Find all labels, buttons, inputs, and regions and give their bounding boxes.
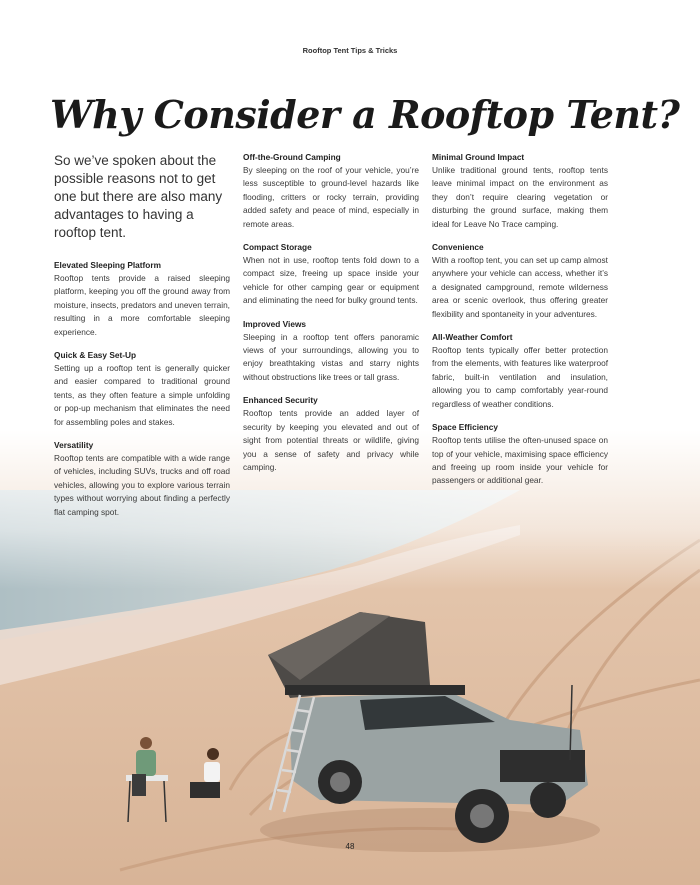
section-quick-setup xyxy=(54,350,230,429)
section-minimal-impact xyxy=(432,152,608,231)
column-2 xyxy=(243,152,419,485)
section-heading: Compact Storage xyxy=(243,242,312,253)
section-compact-storage xyxy=(243,242,419,308)
section-body: Rooftop tents utilise the often-unused space on top of your vehicle, maximising space efficiency and freeing up room inside your vehicle for passengers or additional gear. xyxy=(432,435,608,486)
section-body: Setting up a rooftop tent is generally quicker and easier compared to traditional ground tents, as they often feature a simple unfolding or pop-up mechanism that eliminates the need for assembling poles and stakes. xyxy=(54,363,230,427)
section-body: Rooftop tents provide a raised sleeping platform, keeping you off the ground away from moisture, insects, predators and uneven terrain, resulting in a more comfortable sleeping experience. xyxy=(54,273,230,337)
section-space-efficiency xyxy=(432,422,608,488)
section-body: Unlike traditional ground tents, rooftop tents leave minimal impact on the environment as they don’t require clearing vegetation or disturbing the ground surface, making them ideal for Leave No Trace camping. xyxy=(432,165,608,229)
section-elevated-sleeping xyxy=(54,260,230,339)
section-convenience xyxy=(432,242,608,321)
page-title: Why Consider a Rooftop Tent? xyxy=(50,92,680,137)
section-body: By sleeping on the roof of your vehicle, you’re less susceptible to ground-level hazards like flooding, critters or rocky terrain, providing added safety and peace of mind, especially in remote areas. xyxy=(243,165,419,229)
section-body: Rooftop tents typically offer better protection from the elements, with features like waterproof fabric, built-in ventilation and insulation, allowing you to camp comfortably year-round regardless of weather conditions. xyxy=(432,345,608,409)
intro-paragraph: So we’ve spoken about the possible reasons not to get one but there are also many advantages to having a rooftop tent. xyxy=(54,153,223,240)
section-heading: Space Efficiency xyxy=(432,422,498,433)
section-body: Sleeping in a rooftop tent offers panoramic views of your surroundings, allowing you to enjoy breathtaking vistas and starry nights without obstructions like trees or tall grass. xyxy=(243,331,419,382)
section-body: With a rooftop tent, you can set up camp almost anywhere your vehicle can access, whether it’s a designated campground, remote wilderness area or scenic overlook, thus offering greater flexibility and spontaneity in your adventures. xyxy=(432,255,608,319)
section-heading: Off-the-Ground Camping xyxy=(243,152,341,162)
section-heading: Convenience xyxy=(432,242,484,253)
section-heading: Enhanced Security xyxy=(243,395,318,406)
section-heading: Elevated Sleeping Platform xyxy=(54,260,161,270)
column-1 xyxy=(54,152,230,530)
section-heading: All-Weather Comfort xyxy=(432,332,513,343)
section-improved-views xyxy=(243,319,419,385)
section-all-weather xyxy=(432,332,608,411)
section-off-ground xyxy=(243,152,419,231)
section-body: Rooftop tents are compatible with a wide range of vehicles, including SUVs, trucks and off road vehicles, allowing you to explore various terrain types without worrying about finding a perfectly flat camping spot. xyxy=(54,453,230,517)
page-number: 48 xyxy=(345,842,355,851)
section-versatility xyxy=(54,440,230,519)
section-body: When not in use, rooftop tents fold down to a compact size, freeing up space inside your vehicle for other camping gear or equipment and eliminating the need for bulky ground tents. xyxy=(243,255,419,306)
section-body: Rooftop tents provide an added layer of security by keeping you elevated and out of sight from potential threats or wildlife, giving you a sense of safety and privacy while camping. xyxy=(243,408,419,472)
section-heading: Quick & Easy Set-Up xyxy=(54,350,137,361)
running-header: Rooftop Tent Tips & Tricks xyxy=(302,46,398,55)
section-heading: Improved Views xyxy=(243,318,307,329)
column-3 xyxy=(432,152,608,499)
section-heading: Versatility xyxy=(54,440,94,451)
section-heading: Minimal Ground Impact xyxy=(432,152,525,162)
section-enhanced-security xyxy=(243,395,419,474)
